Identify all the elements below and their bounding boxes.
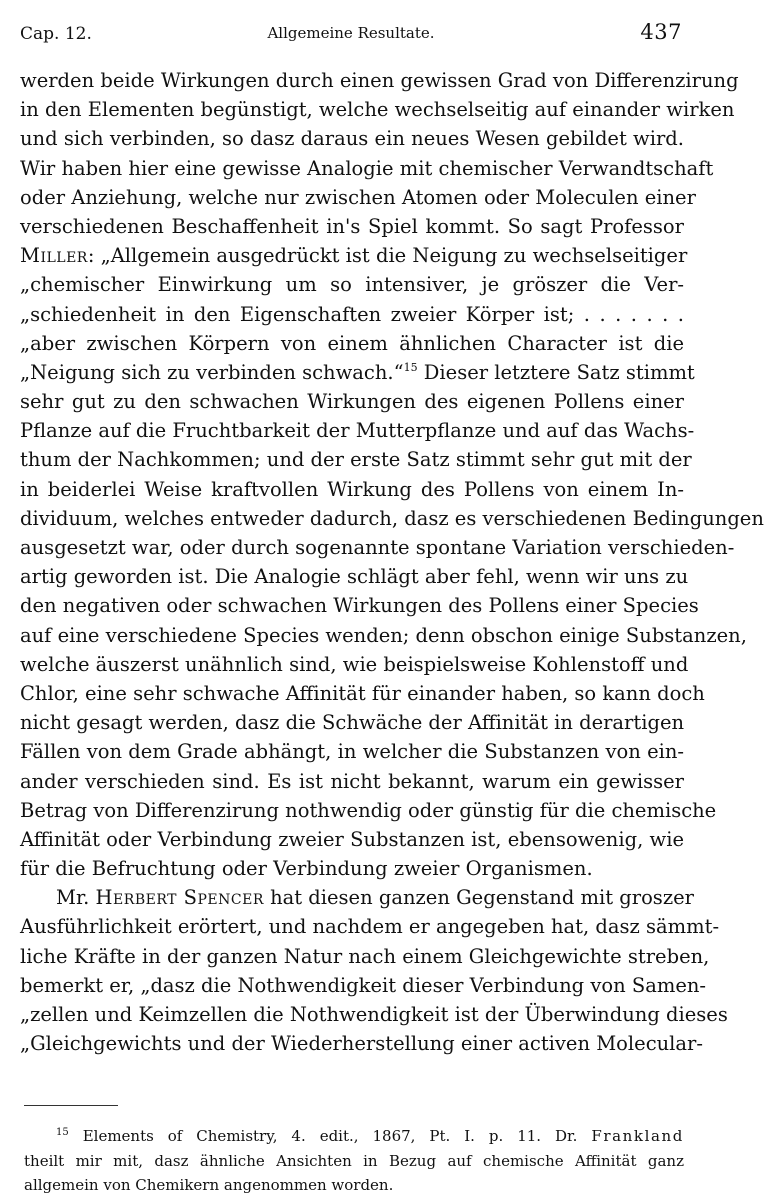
footnote-reference: 15 <box>403 360 418 374</box>
text-line: Affinität oder Verbindung zweier Substanzen ist, ebensowenig, wie <box>20 827 684 851</box>
text-line: „chemischer Einwirkung um so intensiver, je gröszer die Ver- <box>20 273 684 297</box>
text-line: Chlor, eine sehr schwache Affinität für einander haben, so kann doch <box>20 681 705 705</box>
text-line: ander verschieden sind. Es ist nicht bekannt, warum ein gewisser <box>20 769 684 793</box>
text-segment: hat diesen ganzen Gegenstand mit groszer <box>263 886 694 910</box>
running-title: Allgemeine Resultate. <box>267 24 435 42</box>
text-line: Betrag von Differenzirung nothwendig oder günstig für die chemische <box>20 798 717 822</box>
text-line: „aber zwischen Körpern von einem ähnlichen Character ist die <box>20 331 684 355</box>
text-segment: : „Allgemein ausgedrückt ist die Neigung zu wechselseitiger <box>87 244 688 268</box>
text-line: oder Anziehung, welche nur zwischen Atomen oder Moleculen einer <box>20 185 696 209</box>
text-line <box>20 358 695 387</box>
text-line <box>20 883 694 912</box>
author-name-frankland: Frankland <box>591 1127 684 1145</box>
text-line: artig geworden ist. Die Analogie schlägt aber fehl, wenn wir uns zu <box>20 565 689 589</box>
footnote-divider <box>24 1105 118 1106</box>
text-line: und sich verbinden, so dasz daraus ein neues Wesen gebildet wird. <box>20 127 684 151</box>
footnote <box>24 1124 684 1198</box>
text-line: liche Kräfte in der ganzen Natur nach einem Gleichgewichte streben, <box>20 944 710 968</box>
text-line: sehr gut zu den schwachen Wirkungen des eigenen Pollens einer <box>20 390 684 414</box>
text-line: in beiderlei Weise kraftvollen Wirkung des Pollens von einem In- <box>20 477 684 501</box>
main-text <box>20 66 764 1058</box>
text-line: verschiedenen Beschaffenheit in's Spiel kommt. So sagt Professor <box>20 214 684 238</box>
text-line: thum der Nachkommen; und der erste Satz stimmt sehr gut mit der <box>20 448 692 472</box>
text-line: „zellen und Keimzellen die Nothwendigkeit ist der Überwindung dieses <box>20 1003 728 1026</box>
chapter-label: Cap. 12. <box>20 24 92 44</box>
text-line: Pflanze auf die Fruchtbarkeit der Mutterpflanze und auf das Wachs- <box>20 419 695 443</box>
text-segment: Mr. <box>56 886 96 910</box>
page-number: 437 <box>640 20 682 44</box>
footnote-line <box>24 1124 684 1149</box>
text-line: Wir haben hier eine gewisse Analogie mit chemischer Verwandtschaft <box>20 156 714 180</box>
text-segment: Dieser letztere Satz stimmt <box>417 360 695 384</box>
text-line: bemerkt er, „dasz die Nothwendigkeit dieser Verbindung von Samen- <box>20 973 707 997</box>
text-line: den negativen oder schwachen Wirkungen des Pollens einer Species <box>20 594 699 618</box>
text-line <box>20 241 688 270</box>
text-line: ausgesetzt war, oder durch sogenannte spontane Variation verschieden- <box>20 536 735 559</box>
text-line: für die Befruchtung oder Verbindung zweier Organismen. <box>20 857 593 881</box>
text-segment: „Neigung sich zu verbinden schwach.“ <box>20 360 404 384</box>
text-line: „schiedenheit in den Eigenschaften zweier Körper ist; . . . . . . . <box>20 302 684 326</box>
author-name-spencer: Herbert Spencer <box>95 886 264 910</box>
text-line: in den Elementen begünstigt, welche wechselseitig auf einander wirken <box>20 98 735 122</box>
text-line: werden beide Wirkungen durch einen gewissen Grad von Differenzirung <box>20 69 739 92</box>
author-name-miller: Miller <box>20 244 88 268</box>
text-segment: Elements of Chemistry, 4. edit., 1867, Pt. I. p. 11. Dr. <box>68 1127 592 1145</box>
footnote-line: allgemein von Chemikern angenommen worden. <box>24 1176 394 1194</box>
text-line: nicht gesagt werden, dasz die Schwäche der Affinität in derartigen <box>20 711 685 735</box>
text-line: Ausführlichkeit erörtert, und nachdem er angegeben hat, dasz sämmt- <box>20 915 720 939</box>
text-line: welche äuszerst unähnlich sind, wie beispielsweise Kohlenstoff und <box>20 652 689 676</box>
footnote-line: theilt mir mit, dasz ähnliche Ansichten in Bezug auf chemische Affinität ganz <box>24 1151 684 1170</box>
footnote-marker: 15 <box>56 1127 69 1138</box>
text-line: dividuum, welches entweder dadurch, dasz es verschiedenen Bedingungen <box>20 506 764 530</box>
text-line: „Gleichgewichts und der Wiederherstellung einer activen Molecular- <box>20 1032 703 1056</box>
running-header <box>20 20 682 48</box>
text-line: Fällen von dem Grade abhängt, in welcher die Substanzen von ein- <box>20 740 684 764</box>
text-line: auf eine verschiedene Species wenden; denn obschon einige Substanzen, <box>20 623 747 647</box>
